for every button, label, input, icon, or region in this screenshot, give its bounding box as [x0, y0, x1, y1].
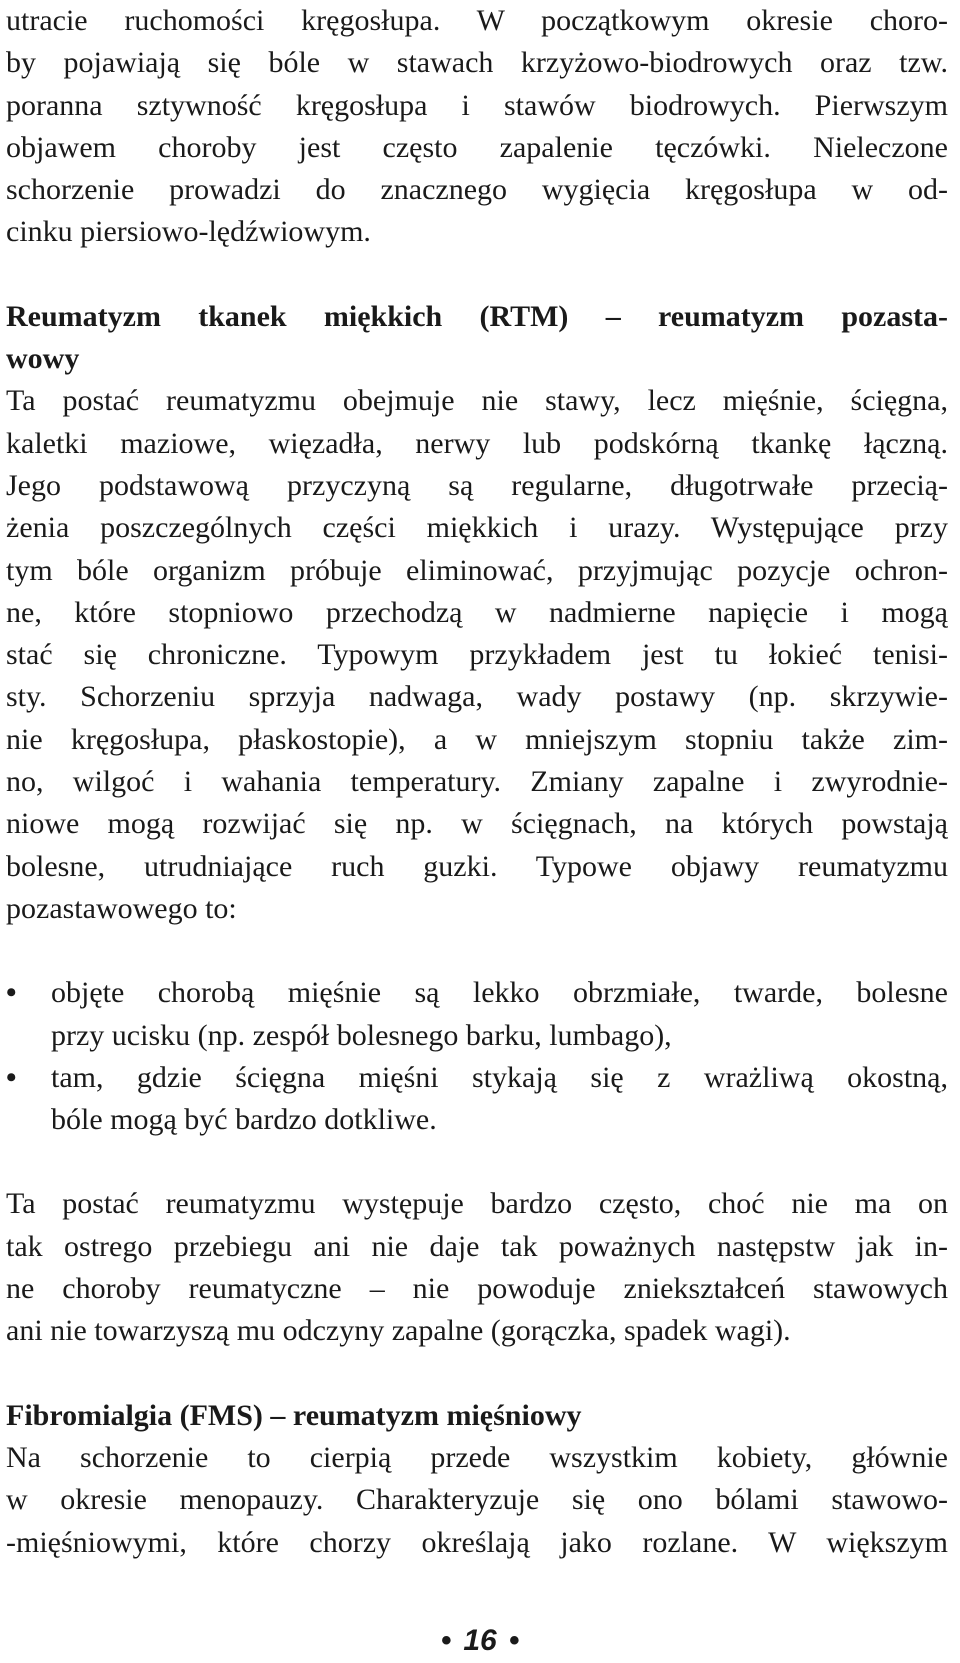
- page-number: 16: [463, 1624, 497, 1657]
- paragraph-line: by pojawiają się bóle w stawach krzyżowo-biodrowych oraz tzw.: [6, 46, 948, 80]
- paragraph-line: ne choroby reumatyczne – nie powoduje zniekształceń stawowych: [6, 1272, 948, 1306]
- paragraph-line: ani nie towarzyszą mu odczyny zapalne (gorączka, spadek wagi).: [6, 1314, 791, 1348]
- paragraph-line: ne, które stopniowo przechodzą w nadmierne napięcie i mogą: [6, 595, 948, 629]
- paragraph-line: stać się chroniczne. Typowym przykładem jest tu łokieć tenisi-: [6, 638, 948, 672]
- paragraph-line: Ta postać reumatyzmu występuje bardzo często, choć nie ma on: [6, 1187, 948, 1221]
- paragraph-line: nie kręgosłupa, płaskostopie), a w mniejszym stopniu także zim-: [6, 722, 948, 756]
- section-fms: [6, 1395, 948, 1564]
- paragraph-line: Jego podstawową przyczyną są regularne, długotrwałe przecią-: [6, 468, 948, 502]
- paragraph-line: objawem choroby jest często zapalenie tęczówki. Nieleczone: [6, 130, 948, 164]
- list-item-text: tam, gdzie ścięgna mięśni stykają się z wrażliwą okostną,: [51, 1060, 948, 1094]
- section-heading: Reumatyzm tkanek miękkich (RTM) – reumatyzm pozasta-: [6, 299, 948, 333]
- section-heading: Fibromialgia (FMS) – reumatyzm mięśniowy: [6, 1398, 582, 1432]
- document-page: [6, 0, 948, 1564]
- paragraph-line: niowe mogą rozwijać się np. w ścięgnach, na których powstają: [6, 807, 948, 841]
- paragraph-line: kaletki maziowe, więzadła, nerwy lub podskórną tkankę łączną.: [6, 426, 948, 460]
- list-spacer: [6, 930, 948, 972]
- ornament-icon: •: [508, 1624, 520, 1657]
- list-item-line: [6, 1015, 948, 1057]
- paragraph-line: sty. Schorzeniu sprzyja nadwaga, wady postawy (np. skrzywie-: [6, 680, 948, 714]
- list-item: [6, 1057, 948, 1142]
- list-item-line: [6, 1099, 948, 1141]
- paragraph-line: tym bóle organizm próbuje eliminować, przyjmując pozycje ochron-: [6, 553, 948, 587]
- list-item-line: [6, 972, 948, 1014]
- list-item-line: [6, 1057, 948, 1099]
- bullet-list: [6, 972, 948, 1141]
- paragraph-line: Na schorzenie to cierpią przede wszystkim kobiety, głównie: [6, 1440, 948, 1474]
- list-item-text: przy ucisku (np. zespół bolesnego barku, lumbago),: [51, 1018, 672, 1052]
- paragraph-line: tak ostrego przebiegu ani nie daje tak poważnych następstw jak in-: [6, 1229, 948, 1263]
- paragraph-line: w okresie menopauzy. Charakteryzuje się ono bólami stawowo-: [6, 1483, 948, 1517]
- closing-paragraph: [6, 1183, 948, 1352]
- paragraph-line: no, wilgoć i wahania temperatury. Zmiany zapalne i zwyrodnie-: [6, 765, 948, 799]
- paragraph-line: schorzenie prowadzi do znacznego wygięcia kręgosłupa w od-: [6, 173, 948, 207]
- paragraph-line: -mięśniowymi, które chorzy określają jako rozlane. W większym: [6, 1525, 948, 1559]
- section-spacer: [6, 254, 948, 296]
- paragraph-line: Ta postać reumatyzmu obejmuje nie stawy, lecz mięśnie, ścięgna,: [6, 384, 948, 418]
- paragraph-line: utracie ruchomości kręgosłupa. W początkowym okresie choro-: [6, 4, 948, 37]
- ornament-icon: •: [440, 1624, 452, 1657]
- page-footer: [0, 1624, 960, 1658]
- paragraph-line: bolesne, utrudniające ruch guzki. Typowe objawy reumatyzmu: [6, 849, 948, 883]
- section-rtm: [6, 296, 948, 1353]
- paragraph-line: cinku piersiowo-lędźwiowym.: [6, 215, 371, 249]
- paragraph-line: pozastawowego to:: [6, 891, 237, 925]
- list-item-text: objęte chorobą mięśnie są lekko obrzmiałe, twarde, bolesne: [51, 976, 948, 1010]
- section-spacer: [6, 1353, 948, 1395]
- list-item: [6, 972, 948, 1057]
- paragraph-spacer: [6, 1141, 948, 1183]
- bullet-icon: •: [6, 976, 17, 1010]
- section-heading: wowy: [6, 342, 80, 376]
- intro-paragraph: [6, 0, 948, 254]
- bullet-icon: •: [6, 1060, 17, 1094]
- paragraph-line: żenia poszczególnych części miękkich i urazy. Występujące przy: [6, 511, 948, 545]
- paragraph-line: poranna sztywność kręgosłupa i stawów biodrowych. Pierwszym: [6, 88, 948, 122]
- list-item-text: bóle mogą być bardzo dotkliwe.: [51, 1103, 437, 1137]
